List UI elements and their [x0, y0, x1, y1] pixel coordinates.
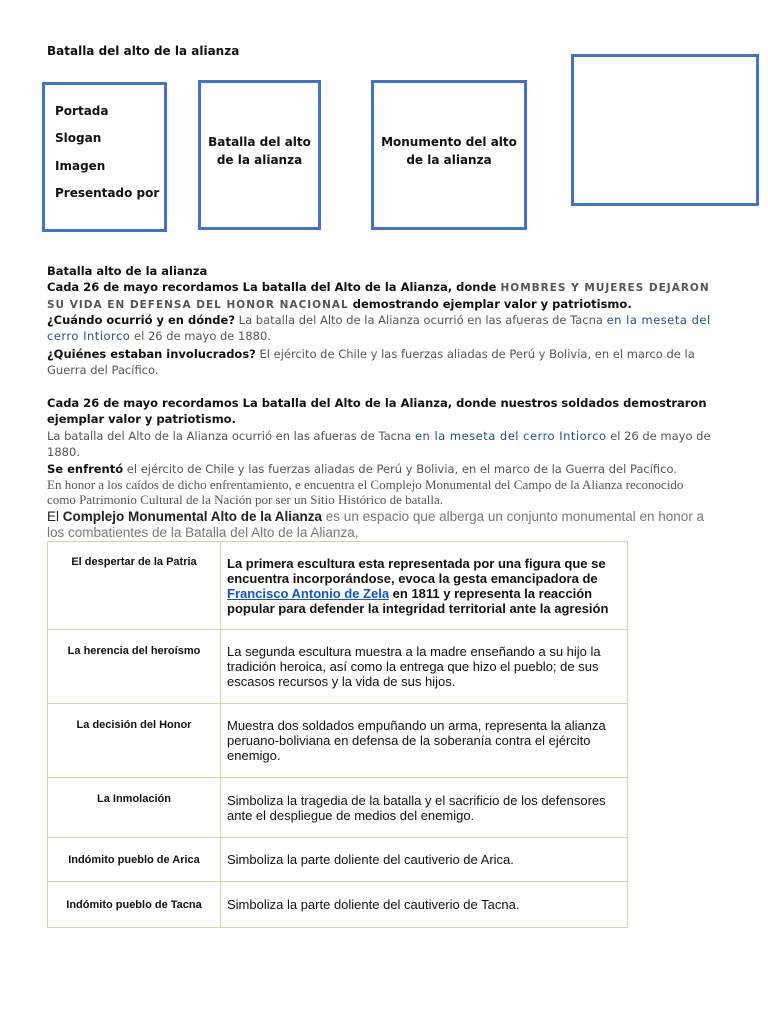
- table-row: [48, 882, 628, 928]
- s2-p3-rest: el ejército de Chile y las fuerzas aliadas de Perú y Bolivia, en el marco de la Guerra del Pacífico.: [123, 462, 677, 476]
- table-row: [48, 778, 628, 838]
- s1-p1-end: demostrando ejemplar valor y patriotismo.: [348, 297, 632, 311]
- battle-box-text: Batalla del alto de la alianza: [208, 135, 311, 167]
- section2-paragraph3: [47, 461, 727, 477]
- monument-description: [221, 542, 628, 630]
- monument-name: La decisión del Honor: [48, 704, 221, 778]
- monument-name: El despertar de la Patria: [48, 542, 221, 630]
- monument-name: La Inmolación: [48, 778, 221, 838]
- s1-a1-blue: en la meseta del cerro Intiorco: [47, 313, 711, 343]
- monument-description: Simboliza la parte doliente del cautiverio de Arica.: [221, 838, 628, 882]
- section2-paragraph4: En honor a los caídos de dicho enfrentamiento, e encuentra el Complejo Monumental del Campo de la Alianza reconocido como Patrimonio Cultural de la Nación por ser un Sitio Histórico de batalla.: [47, 477, 684, 507]
- monument-description: Muestra dos soldados empuñando un arma, representa la alianza peruano-boliviana en defensa de la soberanía contra el ejército enemigo.: [221, 704, 628, 778]
- s1-p1-start: Cada 26 de mayo recordamos La batalla del Alto de la Alianza, donde: [47, 280, 501, 294]
- section1-heading: Batalla alto de la alianza: [47, 264, 208, 278]
- monuments-table: [47, 541, 628, 928]
- battle-box: [198, 80, 321, 230]
- s2-p5-rest: es un espacio que alberga un conjunto monumental en honor a los combatientes de la Batalla del Alto de la Alianza,: [47, 509, 705, 540]
- monument-description: Simboliza la tragedia de la batalla y el sacrificio de los defensores ante el despliegue de medios del enemigo.: [221, 778, 628, 838]
- s2-p2-end: el 26 de mayo de 1880.: [47, 429, 711, 459]
- box-line-slogan: Slogan: [55, 131, 102, 145]
- s1-a1-start: La batalla del Alto de la Alianza ocurrió en las afueras de Tacna: [235, 313, 607, 327]
- s2-p5-bold: Complejo Monumental Alto de la Alianza: [62, 509, 323, 524]
- s1-a2: El ejército de Chile y las fuerzas aliadas de Perú y Bolivia, en el marco de la Guerra del Pacífico.: [47, 347, 695, 377]
- table-row: [48, 630, 628, 704]
- monument-description: Simboliza la parte doliente del cautiverio de Tacna.: [221, 882, 628, 928]
- section1-paragraph: [47, 279, 719, 313]
- section1-question2: [47, 346, 719, 378]
- desc-start: La primera escultura esta representada por una figura que se encuentra incorporándose, evoca la gesta emancipadora de: [227, 555, 606, 586]
- s2-p5-el: El: [47, 509, 63, 524]
- empty-box: [571, 54, 759, 206]
- document-title: Batalla del alto de la alianza: [47, 44, 240, 58]
- monument-description: La segunda escultura muestra a la madre enseñando a su hijo la tradición heroica, así como la entrega que hizo el pueblo; de sus escasos recursos y la vida de sus hijos.: [221, 630, 628, 704]
- box-line-imagen: Imagen: [55, 159, 106, 173]
- zela-link[interactable]: Francisco Antonio de Zela: [227, 585, 390, 601]
- section2-paragraph2: [47, 428, 727, 460]
- monument-box: [371, 80, 527, 230]
- section2-paragraph5: [47, 509, 707, 541]
- monument-box-text: Monumento del alto de la alianza: [381, 135, 517, 167]
- monument-name: Indómito pueblo de Arica: [48, 838, 221, 882]
- s1-p1-caps: HOMBRES Y MUJERES DEJARON SU VIDA EN DEFENSA DEL HONOR NACIONAL: [47, 282, 710, 311]
- s2-p2-start: La batalla del Alto de la Alianza ocurrió en las afueras de Tacna: [47, 429, 415, 443]
- s2-p3-bold: Se enfrentó: [47, 462, 124, 476]
- table-row: [48, 542, 628, 630]
- monument-name: Indómito pueblo de Tacna: [48, 882, 221, 928]
- s2-p2-blue: en la meseta del cerro Intiorco: [414, 429, 607, 443]
- table-row: [48, 838, 628, 882]
- cover-box: [42, 82, 167, 232]
- s1-a1-end: el 26 de mayo de 1880.: [130, 329, 271, 343]
- box-line-presentado: Presentado por: [55, 186, 160, 200]
- section2-paragraph1: Cada 26 de mayo recordamos La batalla del Alto de la Alianza, donde nuestros soldados demostraron ejemplar valor y patriotismo.: [47, 396, 707, 426]
- box-line-portada: Portada: [55, 104, 109, 118]
- table-row: [48, 704, 628, 778]
- section1-question1: [47, 312, 719, 344]
- desc-end: en 1811 y representa la reacción popular para defender la integridad territorial ante la agresión: [227, 585, 609, 616]
- monument-name: La herencia del heroísmo: [48, 630, 221, 704]
- s1-q1: ¿Cuándo ocurrió y en dónde?: [47, 313, 235, 327]
- s1-q2: ¿Quiénes estaban involucrados?: [47, 347, 256, 361]
